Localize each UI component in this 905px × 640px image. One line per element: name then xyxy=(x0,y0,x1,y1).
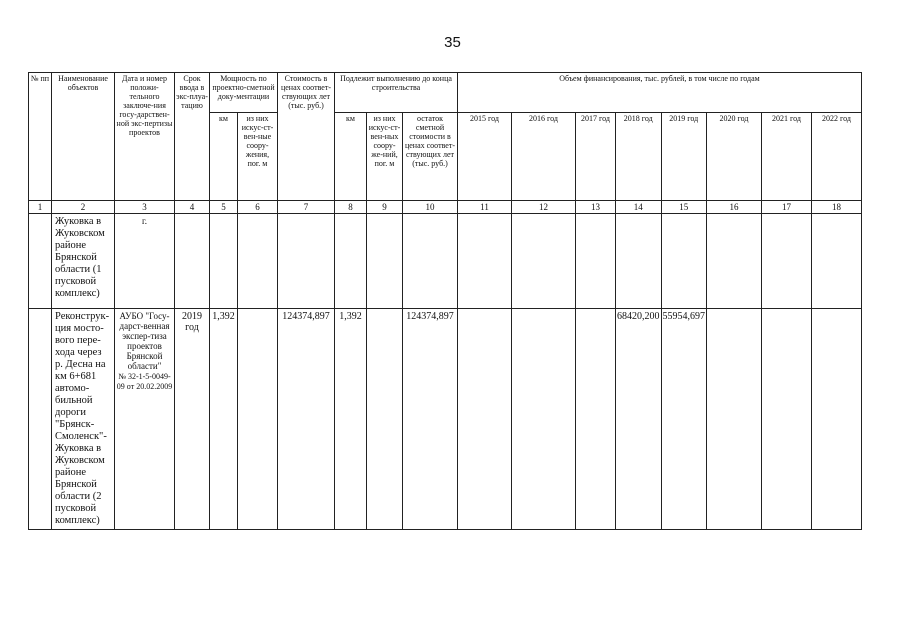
column-number: 1 xyxy=(29,201,52,214)
year-2016-cell xyxy=(512,309,576,530)
column-number: 15 xyxy=(661,201,707,214)
column-number: 13 xyxy=(576,201,616,214)
header-km-remaining: км xyxy=(335,113,367,201)
header-capacity: Мощность по проектно-сметной доку-ментации xyxy=(210,73,278,113)
table-row xyxy=(29,214,862,309)
column-number: 2 xyxy=(52,201,115,214)
table-row xyxy=(29,309,862,530)
header-cost: Стоимость в ценах соответ-ствующих лет (тыс. руб.) xyxy=(278,73,335,201)
year-2017-cell xyxy=(576,309,616,530)
column-number: 17 xyxy=(762,201,812,214)
page-number: 35 xyxy=(444,34,461,51)
km-cell xyxy=(210,214,238,309)
commissioning-cell xyxy=(175,214,210,309)
km-remaining-cell xyxy=(335,214,367,309)
year-2019-cell xyxy=(661,214,707,309)
row-number xyxy=(29,214,52,309)
year-2016-cell xyxy=(512,214,576,309)
header-year-2015: 2015 год xyxy=(458,113,512,201)
row-number xyxy=(29,309,52,530)
column-number: 14 xyxy=(616,201,662,214)
year-2018-cell: 68420,200 xyxy=(616,309,662,530)
year-2020-cell xyxy=(707,309,762,530)
header-year-2016: 2016 год xyxy=(512,113,576,201)
year-2021-cell xyxy=(762,214,812,309)
expertise-number: № 32-1-5-0049-09 от 20.02.2009 xyxy=(116,372,173,391)
expertise-cell: г. xyxy=(115,214,175,309)
year-2022-cell xyxy=(812,214,862,309)
cost-cell: 124374,897 xyxy=(278,309,335,530)
column-number: 4 xyxy=(175,201,210,214)
artificial-cell xyxy=(238,309,278,530)
header-to-complete: Подлежит выполнению до конца строительства xyxy=(335,73,458,113)
expertise-organization: АУБО "Госу-дарст-венная экспер-тиза проектов Брянской области" xyxy=(119,311,170,371)
column-number: 18 xyxy=(812,201,862,214)
header-artificial-structures: из них искус-ст-вен-ные соору-жения, пог. м xyxy=(238,113,278,201)
object-name: Реконструк-ция мосто-вого пере-хода через р. Десна на км 6+681 автомо-бильной дороги "Брянск-Смоленск"-Жуковка в Жуковском районе Брянской области (2 пусковой комплекс) xyxy=(52,309,115,530)
header-km: км xyxy=(210,113,238,201)
header-number: № пп xyxy=(29,73,52,201)
object-name: Жуковка в Жуковском районе Брянской области (1 пусковой комплекс) xyxy=(52,214,115,309)
artificial-remaining-cell xyxy=(367,309,403,530)
column-number: 10 xyxy=(403,201,458,214)
header-row-1 xyxy=(29,73,862,113)
year-2021-cell xyxy=(762,309,812,530)
column-numbers-row xyxy=(29,201,862,214)
year-2015-cell xyxy=(458,309,512,530)
header-year-2022: 2022 год xyxy=(812,113,862,201)
column-number: 6 xyxy=(238,201,278,214)
year-2015-cell xyxy=(458,214,512,309)
year-2017-cell xyxy=(576,214,616,309)
header-object-name: Наименование объектов xyxy=(52,73,115,201)
commissioning-cell: 2019 год xyxy=(175,309,210,530)
year-2020-cell xyxy=(707,214,762,309)
header-year-2018: 2018 год xyxy=(616,113,662,201)
header-remaining-cost: остаток сметной стоимости в ценах соответ-ствующих лет (тыс. руб.) xyxy=(403,113,458,201)
header-expertise: Дата и номер положи-тельного заключе-ния госу-дарствен-ной экс-пертизы проектов xyxy=(115,73,175,201)
header-year-2019: 2019 год xyxy=(661,113,707,201)
year-2018-cell xyxy=(616,214,662,309)
header-year-2020: 2020 год xyxy=(707,113,762,201)
column-number: 5 xyxy=(210,201,238,214)
km-remaining-cell: 1,392 xyxy=(335,309,367,530)
financing-table xyxy=(28,72,862,530)
column-number: 7 xyxy=(278,201,335,214)
column-number: 8 xyxy=(335,201,367,214)
column-number: 3 xyxy=(115,201,175,214)
column-number: 16 xyxy=(707,201,762,214)
artificial-cell xyxy=(238,214,278,309)
header-year-2021: 2021 год xyxy=(762,113,812,201)
year-2022-cell xyxy=(812,309,862,530)
column-number: 12 xyxy=(512,201,576,214)
header-year-2017: 2017 год xyxy=(576,113,616,201)
header-artificial-remaining: из них искус-ст-вен-ных соору-же-ний, пог. м xyxy=(367,113,403,201)
expertise-cell xyxy=(115,309,175,530)
artificial-remaining-cell xyxy=(367,214,403,309)
year-2019-cell: 55954,697 xyxy=(661,309,707,530)
column-number: 11 xyxy=(458,201,512,214)
header-financing: Объем финансирования, тыс. рублей, в том числе по годам xyxy=(458,73,862,113)
column-number: 9 xyxy=(367,201,403,214)
header-commissioning: Срок ввода в экс-плуа-тацию xyxy=(175,73,210,201)
remaining-cost-cell: 124374,897 xyxy=(403,309,458,530)
km-cell: 1,392 xyxy=(210,309,238,530)
remaining-cost-cell xyxy=(403,214,458,309)
cost-cell xyxy=(278,214,335,309)
